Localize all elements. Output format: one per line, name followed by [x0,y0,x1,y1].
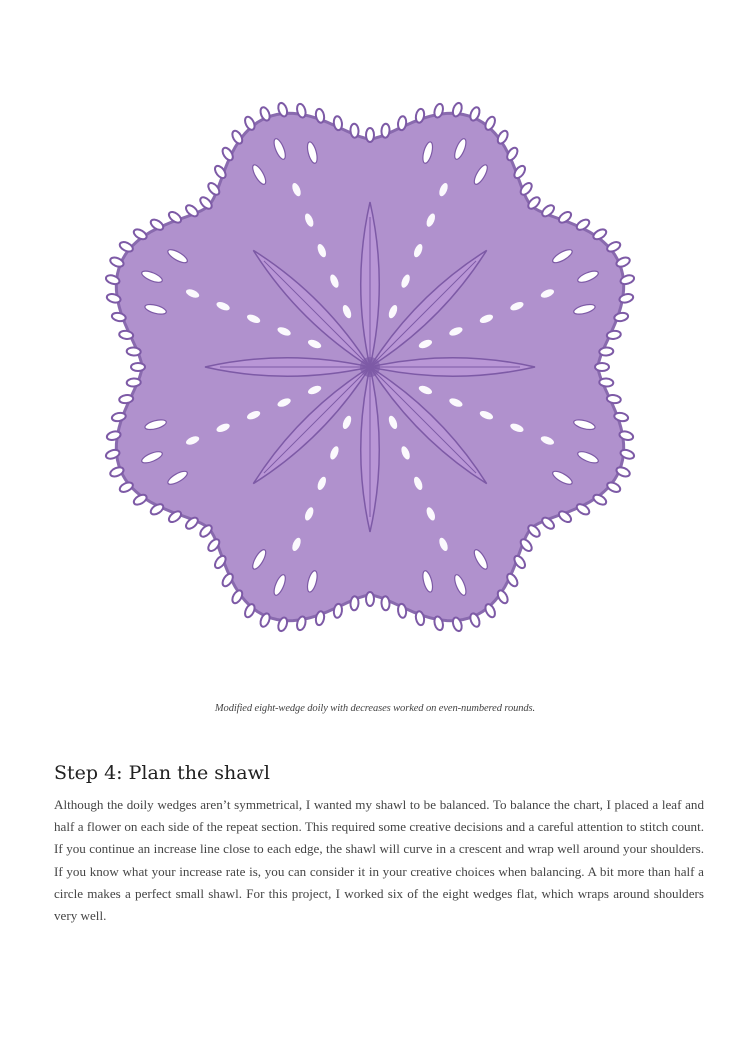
figure-caption: Modified eight-wedge doily with decreases worked on even-numbered rounds. [214,703,536,714]
picot-loop [198,523,214,539]
picot-loop [526,523,542,539]
body-paragraph: Although the doily wedges aren’t symmetrical, I wanted my shawl to be balanced. To balance the chart, I placed a leaf and half a flower on each side of the repeat section. This required some creative decisions and a careful attention to stitch count. If you continue an increase line close to each edge, the shawl will curve in a crescent and wrap well around your shoulders. If you know what your increase rate is, you can consider it in your creative choices when balancing. A bit more than half a circle makes a perfect small shawl. For this project, I worked six of the eight wedges flat, which wraps around shoulders very well. [54,797,704,924]
picot-loop [198,195,214,211]
picot-loop [592,227,608,241]
picot-loop [149,217,165,231]
doily-illustration [80,85,660,655]
picot-loop [366,128,374,142]
picot-loop [131,363,145,371]
picot-loop [230,129,244,145]
picot-loop [606,481,622,494]
picot-loop [505,146,519,162]
doily-photo [80,85,660,655]
picot-loop [381,123,390,137]
picot-loop [599,347,613,356]
picot-loop [350,596,359,610]
picot-loop [484,603,497,619]
picot-loop [592,493,608,507]
picot-loop [526,195,542,211]
picot-loop [149,502,165,516]
picot-loop [366,592,374,606]
picot-loop [599,378,613,387]
picot-loop [220,572,234,588]
picot-loop [505,572,519,588]
picot-loop [496,129,510,145]
section-heading: Step 4: Plan the shawl [54,762,270,784]
picot-loop [132,227,148,241]
picot-loop [118,240,134,253]
picot-loop [220,146,234,162]
picot-loop [243,603,256,619]
picot-loop [595,363,609,371]
picot-loop [575,502,591,516]
picot-loop [230,589,244,605]
picot-loop [606,240,622,253]
picot-loop [126,378,140,387]
picot-loop [132,493,148,507]
picot-loop [126,347,140,356]
picot-loop [381,596,390,610]
picot-loop [118,481,134,494]
picot-loop [484,115,497,131]
picot-loop [575,217,591,231]
picot-loop [350,123,359,137]
doily-center [360,357,380,377]
picot-loop [496,589,510,605]
picot-loop [243,115,256,131]
